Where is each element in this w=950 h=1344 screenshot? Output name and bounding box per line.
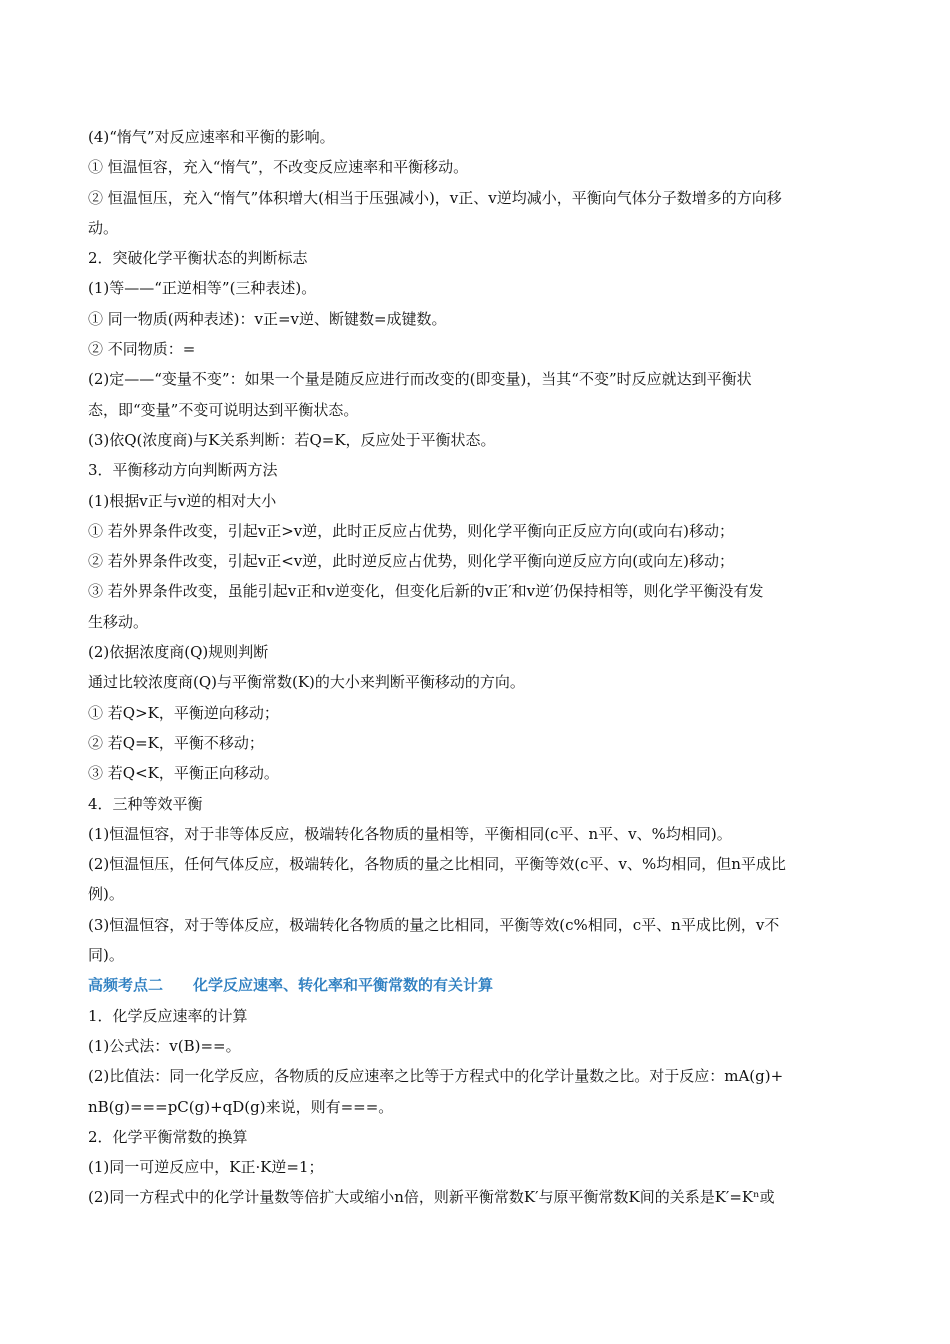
section-title: 2．化学平衡常数的换算 <box>88 1127 248 1146</box>
section-title: 2．突破化学平衡状态的判断标志 <box>88 249 308 268</box>
text-line: (3)恒温恒容，对于等体反应，极端转化各物质的量之比相同，平衡等效(c%相同，c平、n平成比例，v不 <box>88 915 780 934</box>
section-title: 4．三种等效平衡 <box>88 794 203 813</box>
text-line: (2)恒温恒压，任何气体反应，极端转化，各物质的量之比相同，平衡等效(c平、v、%均相同，但n平成比 <box>88 855 786 874</box>
high-frequency-topic-heading: 高频考点二 化学反应速率、转化率和平衡常数的有关计算 <box>88 976 494 995</box>
text-line: (2)比值法：同一化学反应，各物质的反应速率之比等于方程式中的化学计量数之比。对于反应：mA(g)+ <box>88 1067 784 1086</box>
text-line: ② 恒温恒压，充入“惰气”体积增大(相当于压强减小)，v正、v逆均减小，平衡向气体分子数增多的方向移 <box>88 188 782 207</box>
text-line: (2)依据浓度商(Q)规则判断 <box>88 643 269 662</box>
section-title: 3．平衡移动方向判断两方法 <box>88 461 278 480</box>
section-title: 1．化学反应速率的计算 <box>88 1006 248 1025</box>
text-line: 例)。 <box>88 885 124 904</box>
text-line: (1)恒温恒容，对于非等体反应，极端转化各物质的量相等，平衡相同(c平、n平、v、%均相同)。 <box>88 824 732 843</box>
text-line: 生移动。 <box>88 612 149 631</box>
text-line: ③ 若Q<K，平衡正向移动。 <box>88 764 279 783</box>
text-line: ① 若外界条件改变，引起v正>v逆，此时正反应占优势，则化学平衡向正反应方向(或向右)移动； <box>88 521 734 540</box>
text-line: ① 同一物质(两种表述)：v正=v逆、断键数=成键数。 <box>88 309 447 328</box>
text-line: nB(g)===pC(g)+qD(g)来说，则有===。 <box>88 1097 394 1116</box>
text-line: (3)依Q(浓度商)与K关系判断：若Q=K，反应处于平衡状态。 <box>88 430 496 449</box>
text-line: 通过比较浓度商(Q)与平衡常数(K)的大小来判断平衡移动的方向。 <box>88 673 525 692</box>
text-line: (1)等——“正逆相等”(三种表述)。 <box>88 279 317 298</box>
text-line: (4)“惰气”对反应速率和平衡的影响。 <box>88 128 335 146</box>
text-line: (2)定——“变量不变”：如果一个量是随反应进行而改变的(即变量)，当其“不变”时反应就达到平衡状 <box>88 370 752 389</box>
text-line: ① 恒温恒容，充入“惰气”，不改变反应速率和平衡移动。 <box>88 158 469 177</box>
text-line: ② 不同物质：= <box>88 340 196 359</box>
text-line: 态，即“变量”不变可说明达到平衡状态。 <box>88 400 359 419</box>
text-line: ② 若Q=K，平衡不移动； <box>88 733 264 752</box>
text-line: ① 若Q>K，平衡逆向移动； <box>88 703 279 722</box>
text-line: 动。 <box>88 218 119 237</box>
text-line: ② 若外界条件改变，引起v正<v逆，此时逆反应占优势，则化学平衡向逆反应方向(或向左)移动； <box>88 552 734 571</box>
text-line: ③ 若外界条件改变，虽能引起v正和v逆变化，但变化后新的v正′和v逆′仍保持相等，则化学平衡没有发 <box>88 582 764 601</box>
text-line: (1)根据v正与v逆的相对大小 <box>88 491 277 510</box>
text-line: (2)同一方程式中的化学计量数等倍扩大或缩小n倍，则新平衡常数K′与原平衡常数K间的关系是K′=Kⁿ或 <box>88 1188 775 1207</box>
text-line: (1)公式法：v(B)==。 <box>88 1036 241 1055</box>
text-line: 同)。 <box>88 946 124 965</box>
text-line: (1)同一可逆反应中，K正·K逆=1； <box>88 1158 324 1177</box>
